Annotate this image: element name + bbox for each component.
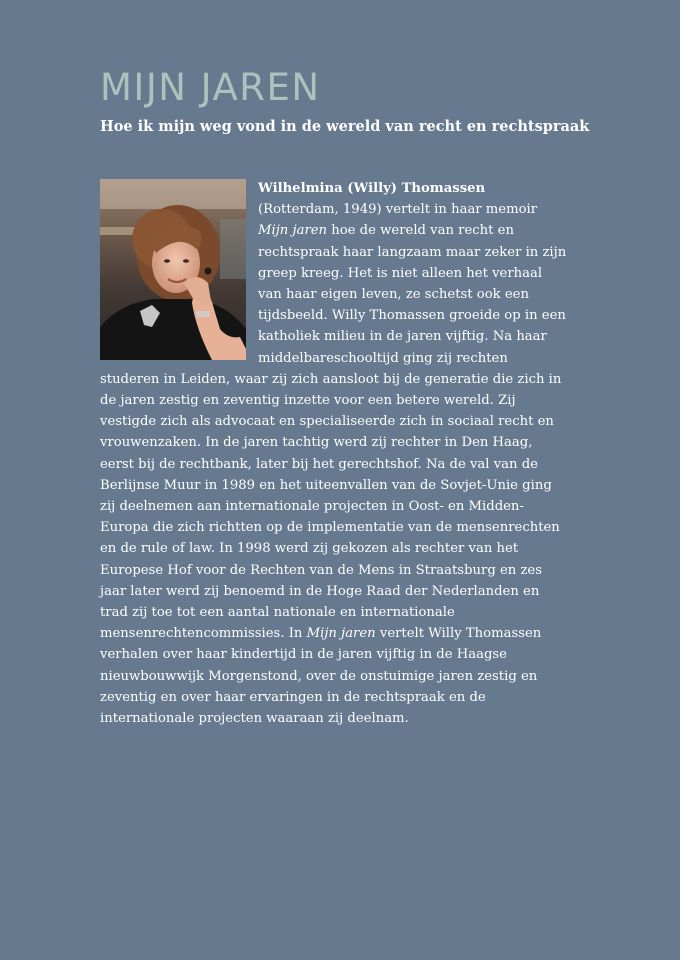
bio-text-part-3: vertelt Willy Thomassen verhalen over haar kindertijd in de jaren vijftig in de Haagse nieuwbouwwijk Morgenstond, over de onstuimige jaren zestig en zeventig en over haar ervaringen in de rechtspraak en de internationale projecten waaraan zij deelnam. xyxy=(100,626,542,727)
book-title: MIJN JAREN xyxy=(100,66,321,109)
author-photo xyxy=(100,179,246,360)
bio-text-part-2: hoe de wereld van recht en rechtspraak haar langzaam maar zeker in zijn greep kreeg. Het is niet alleen het verhaal van haar eigen leven, ze schetst ook een tijdsbeeld. Willy Thomassen groeide op in een katholiek milieu in de jaren vijftig. Na haar middelbareschooltijd ging zij rechten studeren in Leiden, waar zij zich aansloot bij de generatie die zich in de jaren zestig en zeventig inzette voor een betere wereld. Zij vestigde zich als advocaat en specialiseerde zich in sociaal recht en vrouwenzaken. In de jaren tachtig werd zij rechter in Den Haag, eerst bij de rechtbank, later bij het gerechtshof. Na de val van de Berlijnse Muur in 1989 en het uiteenvallen van de Sovjet-Unie ging zij deelnemen aan internationale projecten in Oost- en Midden-Europa die zich richtten op de implementatie van de mensenrechten en de rule of law. In 1998 werd zij gekozen als rechter van het Europese Hof voor de Rechten van de Mens in Straatsburg en zes jaar later werd zij benoemd in de Hoge Raad der Nederlanden en trad zij toe tot een aantal nationale en internationale mensenrechtencommissies. In xyxy=(100,223,567,642)
bio-text-part-1: (Rotterdam, 1949) vertelt in haar memoir xyxy=(258,202,538,218)
book-title-reference-1: Mijn jaren xyxy=(258,223,328,239)
author-name: Wilhelmina (Willy) Thomassen xyxy=(258,181,486,196)
book-title-reference-2: Mijn jaren xyxy=(306,626,376,642)
author-biography xyxy=(100,178,568,729)
cover-content xyxy=(100,66,590,729)
book-subtitle: Hoe ik mijn weg vond in de wereld van recht en rechtspraak xyxy=(100,118,590,135)
